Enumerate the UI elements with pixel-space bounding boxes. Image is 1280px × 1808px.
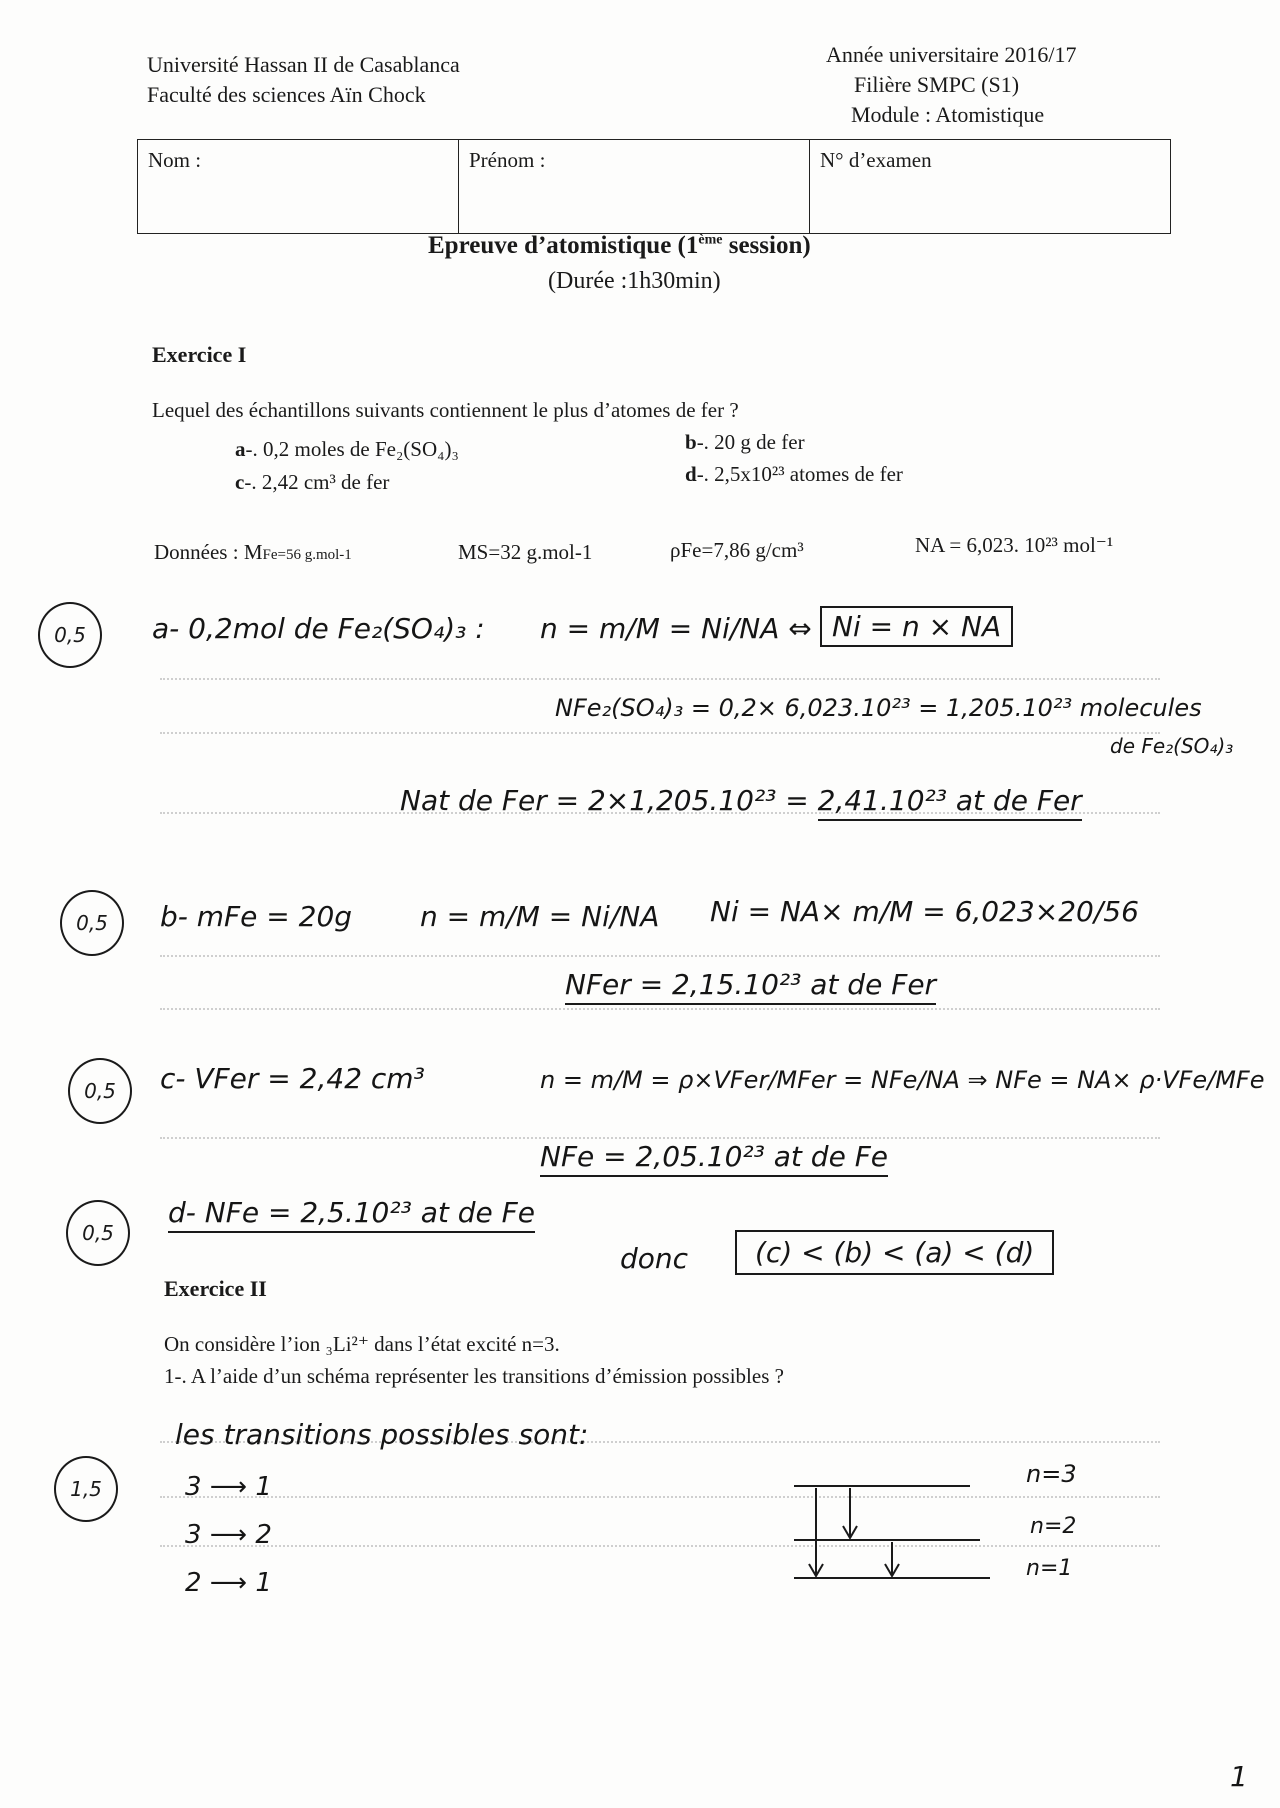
- data-molar-s: MS=32 g.mol-1: [458, 540, 593, 564]
- nom-field[interactable]: [138, 140, 459, 234]
- answer-line: [160, 678, 1160, 680]
- mark-circle-c: [68, 1058, 132, 1124]
- answer-line: [160, 732, 1160, 734]
- option-b-text: -. 20 g de fer: [696, 430, 805, 454]
- exercise-2-answer-intro: les transitions possibles sont:: [175, 1418, 589, 1451]
- university-name: Université Hassan II de Casablanca: [147, 52, 460, 77]
- answer-b-result-text: NFer = 2,15.10²³ at de Fer: [565, 968, 936, 1005]
- exam-duration: (Durée :1h30min): [548, 268, 721, 294]
- module-name: Module : Atomistique: [851, 102, 1045, 127]
- answer-a-line2b: de Fe₂(SO₄)₃: [1110, 734, 1234, 758]
- option-a-text: -. 0,2 moles de Fe₂(SO₄)₃: [245, 437, 459, 461]
- option-d-text: -. 2,5x10²³ atomes de fer: [696, 462, 903, 486]
- exercise-1-question: Lequel des échantillons suivants contiennent le plus d’atomes de fer ?: [152, 398, 739, 422]
- option-b: [685, 430, 805, 455]
- faculty-name: Faculté des sciences Aïn Chock: [147, 82, 426, 107]
- answer-c-formula: n = m/M = ρ×VFer/MFer = NFe/NA ⇒ NFe = NA× ρ·VFe/MFe: [540, 1066, 1265, 1094]
- option-c-letter: c: [235, 470, 245, 494]
- answer-d-text: d- NFe = 2,5.10²³ at de Fe: [168, 1196, 535, 1233]
- mark-circle-d: [66, 1200, 130, 1266]
- exam-number-field[interactable]: [810, 140, 1171, 234]
- exercise-2-heading: Exercice II: [164, 1276, 267, 1301]
- option-a-letter: a: [235, 437, 246, 461]
- exercise-2-intro: On considère l’ion ₃Li²⁺ dans l’état excité n=3.: [164, 1332, 560, 1356]
- exercise-1-heading: Exercice I: [152, 342, 247, 367]
- exercise-2-question-1: 1-. A l’aide d’un schéma représenter les transitions d’émission possibles ?: [164, 1364, 784, 1388]
- nom-label: Nom :: [148, 148, 202, 172]
- exam-title-sup: ème: [698, 232, 723, 248]
- data-molar-fe: [154, 540, 352, 565]
- answer-b-formula: n = m/M = Ni/NA: [420, 900, 660, 933]
- answer-d-line: [168, 1196, 535, 1229]
- mark-circle-a: [38, 602, 102, 668]
- answer-conclusion-label: donc: [620, 1242, 689, 1275]
- answer-line: [160, 1008, 1160, 1010]
- answer-a-line: a- 0,2mol de Fe₂(SO₄)₃ :: [152, 612, 485, 645]
- option-d: [685, 462, 903, 487]
- answer-b-formula2: Ni = NA× m/M = 6,023×20/56: [710, 895, 1139, 928]
- data-density: ρFe=7,86 g/cm³: [670, 538, 804, 562]
- mark-ex2: 1,5: [70, 1477, 102, 1501]
- mark-circle-b: [60, 890, 124, 956]
- transition-1: 3 ⟶ 1: [185, 1472, 272, 1502]
- transition-3: 2 ⟶ 1: [185, 1568, 272, 1598]
- level-2-label: n=2: [1030, 1514, 1077, 1539]
- academic-year: Année universitaire 2016/17: [826, 42, 1077, 67]
- answer-a-formula: n = m/M = Ni/NA ⇔: [540, 612, 812, 645]
- answer-a-boxed: Ni = n × NA: [820, 606, 1013, 647]
- page-number: 1: [1230, 1760, 1248, 1793]
- answer-a-line2: NFe₂(SO₄)₃ = 0,2× 6,023.10²³ = 1,205.10²³ molecules: [555, 694, 1202, 722]
- answer-line: [160, 955, 1160, 957]
- answer-conclusion-order: (c) < (b) < (a) < (d): [735, 1230, 1054, 1275]
- answer-c-result: [540, 1140, 888, 1173]
- answer-a-line3-left: Nat de Fer = 2×1,205.10²³ =: [400, 784, 809, 817]
- answer-line: [160, 1137, 1160, 1139]
- filiere: Filière SMPC (S1): [854, 72, 1020, 97]
- level-3-label: n=3: [1026, 1460, 1077, 1488]
- data-avogadro: NA = 6,023. 10²³ mol⁻¹: [915, 533, 1114, 557]
- exam-title: [428, 232, 811, 260]
- level-1-label: n=1: [1026, 1556, 1073, 1581]
- mark-a: 0,5: [54, 623, 86, 647]
- prenom-field[interactable]: [459, 140, 810, 234]
- answer-c-result-text: NFe = 2,05.10²³ at de Fe: [540, 1140, 888, 1177]
- answer-a-result: 2,41.10²³ at de Fer: [818, 784, 1082, 821]
- data-label: Données : M: [154, 540, 263, 564]
- answer-b-result: [565, 968, 936, 1001]
- option-a: [235, 437, 459, 462]
- answer-b-line: b- mFe = 20g: [160, 900, 353, 933]
- data-m-fe: Fe=56 g.mol-1: [262, 547, 352, 563]
- mark-d: 0,5: [82, 1221, 114, 1245]
- answer-a-line3: [400, 784, 1082, 817]
- mark-circle-ex2: [54, 1456, 118, 1522]
- prenom-label: Prénom :: [469, 148, 546, 172]
- transition-2: 3 ⟶ 2: [185, 1520, 272, 1550]
- answer-line: [160, 1545, 1160, 1547]
- mark-c: 0,5: [84, 1079, 116, 1103]
- energy-level-diagram: [780, 1460, 1000, 1610]
- identity-table: [137, 139, 1171, 234]
- option-d-letter: d: [685, 462, 697, 486]
- mark-b: 0,5: [76, 911, 108, 935]
- exam-number-label: N° d’examen: [820, 148, 932, 172]
- option-b-letter: b: [685, 430, 697, 454]
- option-c-text: -. 2,42 cm³ de fer: [244, 470, 390, 494]
- exam-title-b: session): [722, 232, 811, 259]
- option-c: [235, 470, 389, 495]
- exam-title-a: Epreuve d’atomistique (1: [428, 232, 699, 259]
- answer-c-line: c- VFer = 2,42 cm³: [160, 1062, 425, 1095]
- answer-line: [160, 1496, 1160, 1498]
